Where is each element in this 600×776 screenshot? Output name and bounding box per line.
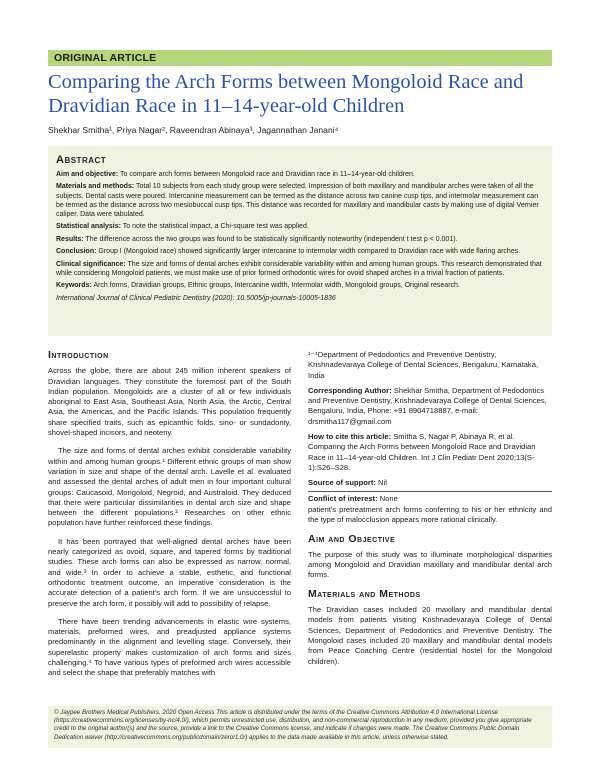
abstract-label: Aim and objective: <box>56 171 119 178</box>
abstract-text: The difference across the two groups was found to be statistically significantly noteworthy (independent t test p < 0.001). <box>83 235 458 243</box>
source-of-support <box>308 478 552 488</box>
abstract-label: Clinical significance: <box>56 260 126 268</box>
abstract-label: Keywords: <box>56 282 92 290</box>
right-column-body <box>308 505 552 675</box>
intro-paragraph: Across the globe, there are about 245 million inherent speakers of Dravidian languages. They constitute the foremost part of the South Indian population. Mongoloids are a cluster of all or few individuals aboriginal to East Asia, Southeast Asia, North Asia, the Arctic, Central Asia, the Americas, and the Pacific Islands. This population frequently share specified traits, such as epicanthic folds, sino- or sundadonty, shovel-shaped incisors, and neoteny. <box>48 366 291 438</box>
conflict-of-interest <box>308 494 552 504</box>
journal-citation: International Journal of Clinical Pediatric Dentistry (2020): 10.5005/jp-journals-10005-1836 <box>56 294 336 302</box>
corresponding-author <box>308 386 552 427</box>
citation-text: Smitha S, Nagar P, Abinaya R, et al. Comparing the Arch Forms between Mongoloid Race and Dravidian Race in 11–14-year-old Children. Int J Clin Pediatr Dent 2020;13(S-1):S26–S28. <box>308 432 536 472</box>
methods-paragraph: The Dravidian cases included 20 maxillary and mandibular dental models from patients visiting Krishnadevaraya College of Dental Sciences, Department of Pedodontics and Preventive Dentistry. The Mongoloid cases included 20 maxillary and mandibular dental models from Peace Coaching Centre (residential hostel for the Mongoloid children). <box>308 605 552 666</box>
aim-heading: Aim and Objective <box>308 532 396 545</box>
intro-paragraph: There have been trending advancements in elastic wire systems, materials, preformed wires, and preadjusted appliance systems predominantly in the alignment and levelling stage. Conversely, their superelastic property makes customization of arch forms and sizes challenging.⁴ To have various types of preformed arch wires accessible and select the shape that preferably matches with <box>48 616 291 678</box>
abstract-statistics <box>56 222 544 231</box>
abstract-text: Total 10 subjects from each study group were selected. Impression of both maxillary and mandibular arches were taken of all the subjects. Dental casts were poured. Intercanine measurement can be termed as the distance across two canine cusp tips, and intermolar measurement can be termed as the distance across two mesiobuccal cusp tips. This distance was recorded for maxillary and mandibular casts by making use of digital Vernier caliper. Data were tabulated. <box>56 183 539 218</box>
introduction-heading: Introduction <box>48 349 109 361</box>
abstract-results <box>56 235 544 244</box>
introduction-section <box>48 350 291 687</box>
intro-paragraph: The size and forms of dental arches exhibit considerable variability within and among human groups.¹ Different ethnic groups of man show variation in size and shape of the dental arch. Lavelle et al. evaluated and assessed the dental arches of adult men in four important cultural groups: Caucasoid, Mongoloid, Negroid, and Australoid. They deduced that there were particular dissimilarities in dental arch size and shape between the different populations.² Researches on other ethnic population have further reinforced these findings. <box>48 446 291 528</box>
citation-label: How to cite this article: <box>308 432 392 442</box>
abstract-label: Materials and methods: <box>56 183 135 191</box>
abstract-clinical-significance <box>56 260 544 278</box>
abstract-label: Statistical analysis: <box>56 223 121 231</box>
abstract-aim <box>56 170 544 179</box>
abstract-label: Conclusion: <box>56 248 97 256</box>
abstract-text: To compare arch forms between Mongoloid race and Dravidian race in 11–14-year-old children. <box>118 171 415 178</box>
abstract-box <box>48 146 552 336</box>
abstract-keywords <box>56 281 544 290</box>
affiliation-block <box>308 350 552 509</box>
author-list: Shekhar Smitha¹, Priya Nagar², Raveendran Abinaya³, Jagannathan Janani⁴ <box>48 125 339 135</box>
corresponding-label: Corresponding Author: <box>308 385 392 395</box>
abstract-text: The size and forms of dental arches exhibit considerable variability within and among human groups. This research demonstrated that while considering Mongoloid patients, we must make use of prior formed orthodontic wires for ovoid shaped arches in a trivial fraction of patients. <box>56 260 542 277</box>
intro-paragraph: It has been portrayed that well-aligned dental arches have been nearly categorized as ovoid, square, and tapered forms by traditional studies. These arch forms can also be expressed as narrow, normal, and wide.³ In order to achieve a stable, esthetic, and functional orthodontic treatment outcome, an imperative consideration is the accurate detection of a patient's arch form. If we are unsuccessful to preserve the arch form, it possibly will add to possibility of relapse. <box>48 536 291 608</box>
citation-info <box>308 432 552 473</box>
abstract-methods <box>56 182 544 219</box>
abstract-conclusion <box>56 247 544 256</box>
support-label: Source of support: <box>308 478 376 488</box>
article-title: Comparing the Arch Forms between Mongoloid Race and Dravidian Race in 11–14-year-old Children <box>48 71 524 117</box>
corresponding-text: Shekhar Smitha, Department of Pedodontics and Preventive Dentistry, Krishnadevaraya College of Dental Sciences, Bengaluru, India, Phone: +91 8904718887, e-mail: drsmitha117@gmail.com <box>308 385 547 426</box>
methods-heading: Materials and Methods <box>308 587 421 600</box>
conflict-text: None <box>377 493 398 503</box>
affiliation-divider <box>308 491 552 492</box>
abstract-heading: Abstract <box>56 154 107 166</box>
conflict-label: Conflict of interest: <box>308 493 378 503</box>
abstract-text: To note the statistical impact, a Chi-square test was applied. <box>120 223 309 231</box>
abstract-text: Group I (Mongoloid race) showed significantly larger intercanine to intermolar width compared to Dravidian race with wide flaring arches. <box>96 248 521 256</box>
license-footer: © Jaypee Brothers Medical Publishers. 2020 Open Access This article is distributed under the terms of the Creative Commons Attribution 4.0 International License (https://creativecommons.org/licenses/by-nc/4.0/), which permits unrestricted use, distribution, and non-commercial reproduction in any medium, provided you give appropriate credit to the original author(s) and the source, provide a link to the Creative Commons license, and indicate if changes were made. The Creative Commons Public Domain Dedication waiver (http://creativecommons.org/publicdomain/zero/1.0/) applies to the data made available in this article, unless otherwise stated. <box>48 706 552 748</box>
aim-paragraph: The purpose of this study was to illuminate morphological disparities among Mongoloid and Dravidian maxillary and mandibular dental arch forms. <box>308 549 552 580</box>
abstract-text: Arch forms, Dravidian groups, Ethnic groups, Intercanine width, Intermolar width, Mongoloid groups, Original research. <box>91 282 460 290</box>
continuation-paragraph: patient's pretreatment arch forms conferring to his or her ethnicity and the type of malocclusion appears more rational clinically. <box>308 505 552 525</box>
support-text: Nil <box>375 478 387 488</box>
abstract-label: Results: <box>56 235 84 243</box>
article-type-banner: ORIGINAL ARTICLE <box>48 50 552 66</box>
affiliation-text: ¹⁻⁴Department of Pedodontics and Preventive Dentistry, Krishnadevaraya College of Dental Sciences, Bengaluru, Karnataka, India <box>308 350 539 380</box>
